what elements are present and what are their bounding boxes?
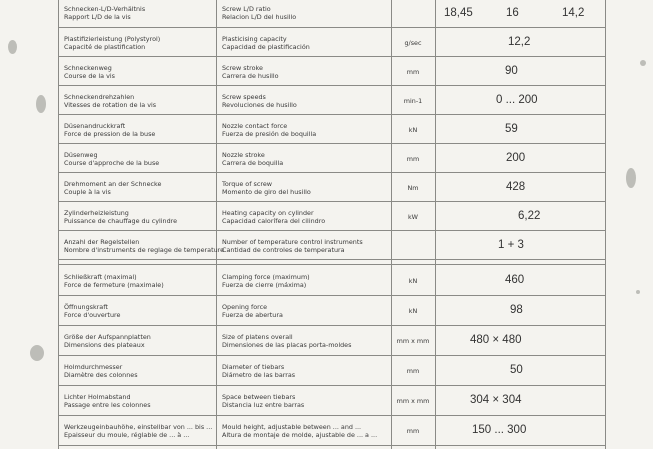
- label-english: Screw L/D ratio: [222, 5, 271, 13]
- unit: mm: [406, 155, 420, 163]
- label-german: Größe der Aufspannplatten: [64, 333, 151, 341]
- label-spanish: Altura de montaje de molde, ajustable de ... a ...: [222, 431, 378, 439]
- table-row: [58, 386, 606, 416]
- scan-speck: [36, 95, 46, 113]
- label-spanish: Distancia luz entre barras: [222, 401, 305, 409]
- label-german: Zylinderheizleistung: [64, 209, 129, 217]
- unit: mm x mm: [396, 397, 430, 405]
- label-spanish: Relacion L/D del husillo: [222, 13, 297, 21]
- value: 90: [505, 65, 518, 77]
- table-row: [58, 28, 606, 57]
- unit: kN: [408, 126, 418, 134]
- table-row: [58, 0, 606, 28]
- label-english: Screw speeds: [222, 93, 266, 101]
- value: 0 ... 200: [496, 94, 538, 106]
- table-row: [58, 231, 606, 260]
- label-english: Plasticising capacity: [222, 35, 287, 43]
- label-french: Passage entre les colonnes: [64, 401, 151, 409]
- label-french: Couple à la vis: [64, 188, 111, 196]
- label-english: Screw stroke: [222, 64, 263, 72]
- unit: mm: [406, 68, 420, 76]
- table-row: [58, 356, 606, 386]
- label-english: Heating capacity on cylinder: [222, 209, 314, 217]
- unit: kN: [408, 307, 418, 315]
- label-spanish: Revoluciones de husillo: [222, 101, 297, 109]
- label-german: Drehmoment an der Schnecke: [64, 180, 162, 188]
- label-german: Holmdurchmesser: [64, 363, 123, 371]
- label-french: Diamètre des colonnes: [64, 371, 138, 379]
- value: 304 × 304: [470, 394, 522, 406]
- label-english: Mould height, adjustable between ... and ...: [222, 423, 362, 431]
- value: 18,45: [444, 7, 473, 19]
- unit: mm x mm: [396, 337, 430, 345]
- label-french: Force de pression de la buse: [64, 130, 156, 138]
- label-english: Opening force: [222, 303, 268, 311]
- value: 50: [510, 364, 523, 376]
- value: 480 × 480: [470, 334, 522, 346]
- label-english: Nozzle contact force: [222, 122, 288, 130]
- table-row: [58, 416, 606, 446]
- value: 428: [506, 181, 526, 193]
- scan-speck: [30, 345, 44, 361]
- unit: mm: [406, 427, 420, 435]
- value: 16: [506, 7, 519, 19]
- label-spanish: Momento de giro del husillo: [222, 188, 311, 196]
- label-french: Nombre d'instruments de reglage de temperature: [64, 246, 225, 254]
- table-row: [58, 296, 606, 326]
- table-row: [58, 144, 606, 173]
- value: 98: [510, 304, 523, 316]
- scan-speck: [636, 290, 640, 294]
- label-english: Diameter of tiebars: [222, 363, 285, 371]
- value: 200: [506, 152, 526, 164]
- label-german: Plastifizierleistung (Polystyrol): [64, 35, 161, 43]
- scan-speck: [8, 40, 17, 54]
- label-english: Size of platens overall: [222, 333, 293, 341]
- table-row: [58, 266, 606, 296]
- unit: g/sec: [404, 39, 422, 47]
- scan-speck: [626, 168, 636, 188]
- value: 150 ... 300: [472, 424, 527, 436]
- label-french: Capacité de plastification: [64, 43, 146, 51]
- value: 14,2: [562, 7, 585, 19]
- label-spanish: Diámetro de las barras: [222, 371, 296, 379]
- unit: mm: [406, 367, 420, 375]
- label-french: Course de la vis: [64, 72, 115, 80]
- label-german: Lichter Holmabstand: [64, 393, 131, 401]
- label-spanish: Capacidad calorífera del cilindro: [222, 217, 326, 225]
- label-german: Schnecken-L/D-Verhältnis: [64, 5, 146, 13]
- scan-speck: [640, 60, 646, 66]
- label-english: Clamping force (maximum): [222, 273, 310, 281]
- label-french: Epaisseur du moule, réglable de ... à ...: [64, 431, 190, 439]
- label-spanish: Dimensiones de las placas porta-moldes: [222, 341, 352, 349]
- label-french: Course d'approche de la buse: [64, 159, 160, 167]
- label-english: Torque of screw: [222, 180, 272, 188]
- section-divider: [58, 260, 606, 265]
- label-german: Schneckendrehzahlen: [64, 93, 135, 101]
- value: 6,22: [518, 210, 541, 222]
- label-english: Space between tiebars: [222, 393, 296, 401]
- label-spanish: Carrera de husillo: [222, 72, 279, 80]
- value: 1 + 3: [498, 239, 524, 251]
- value: 460: [505, 274, 525, 286]
- unit: kN: [408, 277, 418, 285]
- table-row: [58, 57, 606, 86]
- table-row: [58, 173, 606, 202]
- table-row: [58, 326, 606, 356]
- label-spanish: Fuerza de presión de boquilla: [222, 130, 317, 138]
- label-german: Schneckenweg: [64, 64, 112, 72]
- label-french: Force d'ouverture: [64, 311, 121, 319]
- value: 59: [505, 123, 518, 135]
- label-german: Werkzeugeinbauhöhe, einstellbar von ... bis ...: [64, 423, 213, 431]
- label-spanish: Cantidad de controles de temperatura: [222, 246, 345, 254]
- label-french: Dimensions des plateaux: [64, 341, 145, 349]
- label-english: Number of temperature control instruments: [222, 238, 363, 246]
- unit: min-1: [403, 97, 423, 105]
- label-spanish: Fuerza de cierre (máxima): [222, 281, 307, 289]
- label-french: Rapport L/D de la vis: [64, 13, 131, 21]
- label-spanish: Carrera de boquilla: [222, 159, 284, 167]
- spec-table: [58, 0, 606, 449]
- label-spanish: Capacidad de plastificación: [222, 43, 310, 51]
- label-french: Force de fermeture (maximale): [64, 281, 164, 289]
- unit: kW: [407, 213, 419, 221]
- unit: Nm: [407, 184, 419, 192]
- value: 12,2: [508, 36, 531, 48]
- label-german: Anzahl der Regelstellen: [64, 238, 140, 246]
- label-german: Schließkraft (maximal): [64, 273, 137, 281]
- label-german: Düsenandruckkraft: [64, 122, 126, 130]
- label-german: Öffnungskraft: [64, 303, 108, 311]
- table-row: [58, 115, 606, 144]
- label-spanish: Fuerza de abertura: [222, 311, 283, 319]
- label-french: Vitesses de rotation de la vis: [64, 101, 157, 109]
- label-english: Nozzle stroke: [222, 151, 265, 159]
- table-row: [58, 86, 606, 115]
- label-german: Düsenweg: [64, 151, 98, 159]
- table-row: [58, 202, 606, 231]
- label-french: Puissance de chauffage du cylindre: [64, 217, 178, 225]
